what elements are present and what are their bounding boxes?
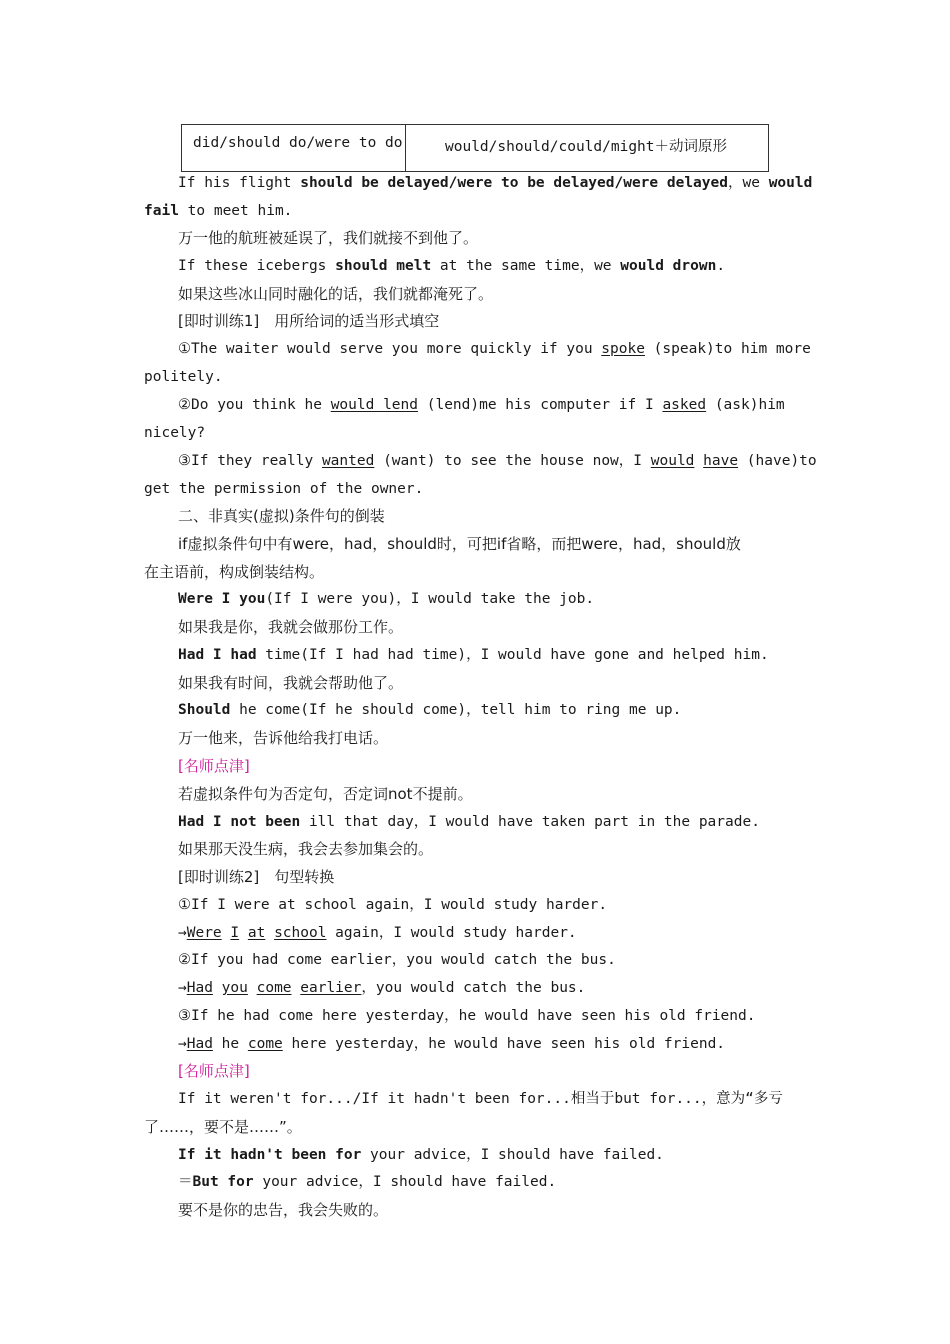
table-divider — [405, 125, 406, 171]
example-1-line-2: fail to meet him. — [144, 203, 293, 219]
tip-2-label: [名师点津] — [178, 1062, 250, 1080]
drill-2-question-2: ②If you had come earlier，you would catch the bus. — [178, 952, 616, 968]
section-2-desc-1: if虚拟条件句中有were，had，should时，可把if省略，而把were，had，should放 — [178, 535, 741, 553]
inversion-example-3: Should he come(If he should come)，tell him to ring me up. — [178, 702, 682, 718]
example-1-translation: 万一他的航班被延误了，我们就接不到他了。 — [178, 229, 479, 247]
inversion-example-1-translation: 如果我是你，我就会做那份工作。 — [178, 618, 404, 636]
table-cell-condition: did/should do/were to do — [193, 135, 403, 151]
tip-1-example-translation: 如果那天没生病，我会去参加集会的。 — [178, 840, 434, 858]
tip-2-text-2: 了……，要不是……”。 — [144, 1118, 302, 1136]
drill-1-question-3-cont: get the permission of the owner. — [144, 481, 424, 497]
drill-1-question-1: ①The waiter would serve you more quickly if you spoke (speak)to him more — [178, 341, 811, 357]
example-2: If these icebergs should melt at the same time，we would drown. — [178, 258, 726, 274]
table-cell-result: would/should/could/might＋动词原形 — [445, 139, 728, 155]
grammar-table — [181, 124, 769, 172]
inversion-example-1: Were I you(If I were you)，I would take the job. — [178, 591, 595, 607]
tip-1-text: 若虚拟条件句为否定句，否定词not不提前。 — [178, 785, 473, 803]
example-1-line-1: If his flight should be delayed/were to be delayed/were delayed，we would — [178, 175, 813, 191]
drill-2-answer-3: →Had he come here yesterday，he would have seen his old friend. — [178, 1036, 726, 1052]
tip-1-example: Had I not been ill that day，I would have taken part in the parade. — [178, 814, 760, 830]
tip-2-example-2: ＝But for your advice，I should have failed. — [178, 1174, 557, 1190]
example-2-translation: 如果这些冰山同时融化的话，我们就都淹死了。 — [178, 285, 494, 303]
section-2-desc-2: 在主语前，构成倒装结构。 — [144, 563, 325, 581]
drill-2-title: [即时训练2] 句型转换 — [178, 868, 335, 886]
inversion-example-2-translation: 如果我有时间，我就会帮助他了。 — [178, 674, 404, 692]
drill-2-question-1: ①If I were at school again，I would study harder. — [178, 897, 608, 913]
drill-1-question-3: ③If they really wanted (want) to see the house now，I would have (have)to — [178, 453, 817, 469]
drill-1-question-2: ②Do you think he would lend (lend)me his computer if I asked (ask)him — [178, 397, 785, 413]
inversion-example-3-translation: 万一他来，告诉他给我打电话。 — [178, 729, 389, 747]
tip-1-label: [名师点津] — [178, 757, 250, 775]
drill-1-question-2-cont: nicely? — [144, 425, 206, 441]
drill-1-question-1-cont: politely. — [144, 369, 223, 385]
drill-1-title: [即时训练1] 用所给词的适当形式填空 — [178, 312, 440, 330]
drill-2-answer-2: →Had you come earlier，you would catch the bus. — [178, 980, 586, 996]
tip-2-text-1: If it weren't for.../If it hadn't been for...相当于but for...，意为“多亏 — [178, 1091, 783, 1107]
drill-2-question-3: ③If he had come here yesterday，he would have seen his old friend. — [178, 1008, 756, 1024]
section-2-title: 二、非真实(虚拟)条件句的倒装 — [178, 507, 385, 525]
tip-2-example-translation: 要不是你的忠告，我会失败的。 — [178, 1201, 389, 1219]
inversion-example-2: Had I had time(If I had had time)，I would have gone and helped him. — [178, 647, 769, 663]
tip-2-example-1: If it hadn't been for your advice，I should have failed. — [178, 1147, 664, 1163]
drill-2-answer-1: →Were I at school again，I would study harder. — [178, 925, 577, 941]
